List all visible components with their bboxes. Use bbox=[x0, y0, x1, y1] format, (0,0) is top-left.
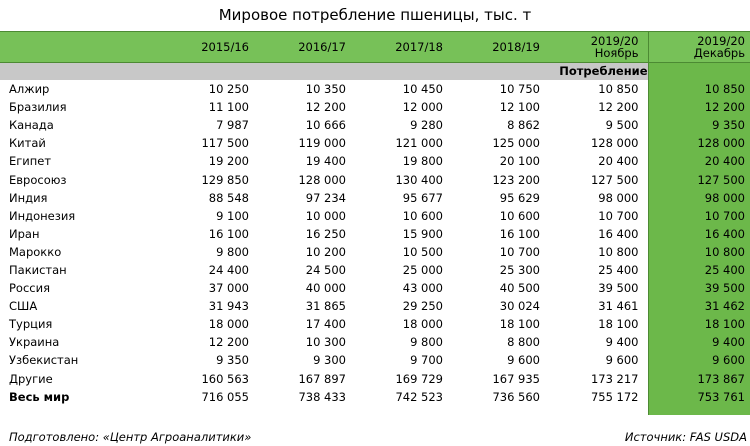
value-cell: 129 850 bbox=[201, 172, 249, 187]
value-cell: 9 800 bbox=[216, 244, 249, 259]
value-cell: 9 280 bbox=[410, 118, 443, 133]
table-row bbox=[0, 80, 750, 98]
table-row bbox=[0, 351, 750, 369]
value-cell: 10 350 bbox=[305, 82, 346, 97]
table-row bbox=[0, 315, 750, 333]
country-cell: Евросоюз bbox=[9, 172, 67, 187]
value-cell: 169 729 bbox=[395, 371, 443, 386]
value-cell: 9 600 bbox=[507, 353, 540, 368]
country-cell: США bbox=[9, 299, 38, 314]
value-cell: 128 000 bbox=[648, 134, 750, 152]
value-cell: 43 000 bbox=[402, 281, 443, 296]
value-cell: 95 629 bbox=[499, 190, 540, 205]
value-cell: 10 000 bbox=[305, 208, 346, 223]
header-2019-20-december-month: Декабрь bbox=[693, 46, 745, 60]
table-row bbox=[0, 207, 750, 225]
value-cell: 31 462 bbox=[648, 297, 750, 315]
value-cell: 9 700 bbox=[410, 353, 443, 368]
value-cell: 20 100 bbox=[499, 154, 540, 169]
value-cell: 10 700 bbox=[499, 244, 540, 259]
value-cell: 17 400 bbox=[305, 317, 346, 332]
value-cell: 37 000 bbox=[208, 281, 249, 296]
value-cell: 10 600 bbox=[499, 208, 540, 223]
value-cell: 9 350 bbox=[648, 116, 750, 134]
value-cell: 10 800 bbox=[648, 243, 750, 261]
value-cell: 20 400 bbox=[598, 154, 639, 169]
value-cell: 10 200 bbox=[305, 244, 346, 259]
table-row bbox=[0, 333, 750, 351]
footer-prepared-by: Подготовлено: «Центр Агроаналитики» bbox=[9, 430, 252, 444]
table-row bbox=[0, 152, 750, 170]
header-2019-20-december-year: 2019/20 bbox=[697, 34, 745, 48]
value-cell: 95 677 bbox=[402, 190, 443, 205]
value-cell: 10 700 bbox=[648, 207, 750, 225]
value-cell: 9 600 bbox=[605, 353, 639, 368]
value-cell: 123 200 bbox=[492, 172, 540, 187]
value-cell: 9 350 bbox=[216, 353, 249, 368]
header-2016-17: 2016/17 bbox=[258, 32, 355, 63]
country-cell: Иран bbox=[9, 226, 40, 241]
value-cell: 7 987 bbox=[216, 118, 249, 133]
value-cell: 19 800 bbox=[402, 154, 443, 169]
spacer-cell bbox=[355, 406, 452, 415]
value-cell: 10 450 bbox=[402, 82, 443, 97]
value-cell: 10 850 bbox=[648, 80, 750, 98]
country-cell: Другие bbox=[9, 371, 53, 386]
value-cell: 12 200 bbox=[305, 100, 346, 115]
country-cell: Турция bbox=[9, 317, 53, 332]
country-cell: Индонезия bbox=[9, 208, 76, 223]
value-cell: 31 461 bbox=[598, 299, 639, 314]
spacer-cell bbox=[160, 406, 258, 415]
value-cell: 16 250 bbox=[305, 226, 346, 241]
value-cell: 18 100 bbox=[648, 315, 750, 333]
country-cell: Пакистан bbox=[9, 262, 67, 277]
consumption-table bbox=[0, 31, 750, 415]
value-cell: 753 761 bbox=[648, 388, 750, 406]
spacer-cell bbox=[258, 406, 355, 415]
value-cell: 12 200 bbox=[208, 335, 249, 350]
value-cell: 10 250 bbox=[208, 82, 249, 97]
country-cell: Марокко bbox=[9, 244, 62, 259]
value-cell: 173 867 bbox=[648, 370, 750, 388]
header-2018-19: 2018/19 bbox=[452, 32, 549, 63]
value-cell: 9 400 bbox=[605, 335, 639, 350]
table-row bbox=[0, 134, 750, 152]
value-cell: 19 400 bbox=[305, 154, 346, 169]
value-cell: 119 000 bbox=[298, 136, 346, 151]
table-title: Мировое потребление пшеницы, тыс. т bbox=[218, 6, 532, 24]
value-cell: 738 433 bbox=[298, 389, 346, 404]
value-cell: 98 000 bbox=[648, 189, 750, 207]
value-cell: 9 300 bbox=[313, 353, 346, 368]
value-cell: 40 000 bbox=[305, 281, 346, 296]
value-cell: 25 400 bbox=[648, 261, 750, 279]
spacer-row bbox=[0, 406, 750, 415]
value-cell: 24 500 bbox=[305, 262, 346, 277]
value-cell: 18 100 bbox=[598, 317, 639, 332]
value-cell: 25 400 bbox=[598, 262, 639, 277]
value-cell: 10 850 bbox=[598, 82, 639, 97]
value-cell: 755 172 bbox=[590, 389, 639, 404]
value-cell: 24 400 bbox=[208, 262, 249, 277]
value-cell: 125 000 bbox=[492, 136, 540, 151]
value-cell: 10 500 bbox=[402, 244, 443, 259]
value-cell: 9 500 bbox=[605, 118, 639, 133]
country-cell: Украина bbox=[9, 335, 60, 350]
header-2017-18: 2017/18 bbox=[355, 32, 452, 63]
value-cell: 9 400 bbox=[648, 333, 750, 351]
table-row bbox=[0, 370, 750, 388]
value-cell: 25 300 bbox=[499, 262, 540, 277]
value-cell: 18 000 bbox=[402, 317, 443, 332]
value-cell: 9 100 bbox=[216, 208, 249, 223]
value-cell: 39 500 bbox=[598, 281, 639, 296]
value-cell: 10 750 bbox=[499, 82, 540, 97]
value-cell: 29 250 bbox=[402, 299, 443, 314]
table-row bbox=[0, 98, 750, 116]
value-cell: 39 500 bbox=[648, 279, 750, 297]
country-cell: Индия bbox=[9, 190, 48, 205]
total-row bbox=[0, 388, 750, 406]
table-row bbox=[0, 189, 750, 207]
country-cell: Бразилия bbox=[9, 100, 67, 115]
spacer-cell bbox=[0, 406, 160, 415]
value-cell: 121 000 bbox=[395, 136, 443, 151]
header-2019-20-december bbox=[648, 32, 750, 63]
value-cell: 18 000 bbox=[208, 317, 249, 332]
value-cell: 10 300 bbox=[305, 335, 346, 350]
value-cell: 40 500 bbox=[499, 281, 540, 296]
value-cell: 10 700 bbox=[598, 208, 639, 223]
value-cell: 12 000 bbox=[402, 100, 443, 115]
country-cell: Египет bbox=[9, 154, 52, 169]
value-cell: 130 400 bbox=[395, 172, 443, 187]
value-cell: 10 666 bbox=[305, 118, 346, 133]
value-cell: 97 234 bbox=[305, 190, 346, 205]
value-cell: 117 500 bbox=[201, 136, 249, 151]
value-cell: 127 500 bbox=[648, 170, 750, 188]
table-row bbox=[0, 279, 750, 297]
value-cell: 12 200 bbox=[598, 100, 639, 115]
footer-source: Источник: FAS USDA bbox=[624, 430, 747, 444]
table-row bbox=[0, 116, 750, 134]
table-row bbox=[0, 243, 750, 261]
value-cell: 8 862 bbox=[507, 118, 540, 133]
value-cell: 128 000 bbox=[298, 172, 346, 187]
table-row bbox=[0, 170, 750, 188]
header-2019-20-november-month: Ноябрь bbox=[594, 46, 639, 60]
value-cell: 19 200 bbox=[208, 154, 249, 169]
value-cell: 8 800 bbox=[507, 335, 540, 350]
value-cell: 10 800 bbox=[598, 244, 639, 259]
header-2019-20-november-year: 2019/20 bbox=[590, 34, 639, 48]
value-cell: 16 400 bbox=[648, 225, 750, 243]
table-row bbox=[0, 225, 750, 243]
value-cell: 16 400 bbox=[598, 226, 639, 241]
value-cell: 18 100 bbox=[499, 317, 540, 332]
spacer-cell bbox=[648, 406, 750, 415]
spacer-cell bbox=[549, 406, 648, 415]
table-row bbox=[0, 261, 750, 279]
value-cell: 9 600 bbox=[648, 351, 750, 369]
value-cell: 160 563 bbox=[201, 371, 249, 386]
value-cell: 10 600 bbox=[402, 208, 443, 223]
value-cell: 736 560 bbox=[492, 389, 540, 404]
country-cell: Алжир bbox=[9, 82, 50, 97]
value-cell: 12 100 bbox=[499, 100, 540, 115]
spacer-cell bbox=[452, 406, 549, 415]
country-cell: Россия bbox=[9, 281, 51, 296]
value-cell: 11 100 bbox=[208, 100, 249, 115]
value-cell: 31 943 bbox=[208, 299, 249, 314]
value-cell: 173 217 bbox=[590, 371, 639, 386]
header-row bbox=[0, 32, 750, 63]
country-cell: Канада bbox=[9, 118, 54, 133]
value-cell: 88 548 bbox=[208, 190, 249, 205]
value-cell: 98 000 bbox=[598, 190, 639, 205]
value-cell: 12 200 bbox=[648, 98, 750, 116]
value-cell: 16 100 bbox=[208, 226, 249, 241]
value-cell: 128 000 bbox=[590, 136, 639, 151]
value-cell: 167 935 bbox=[492, 371, 540, 386]
consumption-table-container bbox=[0, 31, 750, 415]
country-cell: Весь мир bbox=[9, 389, 70, 404]
value-cell: 30 024 bbox=[499, 299, 540, 314]
country-cell: Китай bbox=[9, 136, 46, 151]
value-cell: 15 900 bbox=[402, 226, 443, 241]
header-2019-20-november bbox=[549, 32, 648, 63]
header-empty-cell bbox=[0, 32, 160, 63]
value-cell: 31 865 bbox=[305, 299, 346, 314]
section-label: Потребление bbox=[0, 63, 648, 81]
value-cell: 9 800 bbox=[410, 335, 443, 350]
value-cell: 742 523 bbox=[395, 389, 443, 404]
table-row bbox=[0, 297, 750, 315]
value-cell: 716 055 bbox=[201, 389, 249, 404]
section-row bbox=[0, 63, 750, 81]
value-cell: 127 500 bbox=[590, 172, 639, 187]
value-cell: 25 000 bbox=[402, 262, 443, 277]
value-cell: 167 897 bbox=[298, 371, 346, 386]
header-2015-16: 2015/16 bbox=[160, 32, 258, 63]
value-cell: 16 100 bbox=[499, 226, 540, 241]
section-highlight-cell bbox=[648, 63, 750, 81]
value-cell: 20 400 bbox=[648, 152, 750, 170]
country-cell: Узбекистан bbox=[9, 353, 79, 368]
